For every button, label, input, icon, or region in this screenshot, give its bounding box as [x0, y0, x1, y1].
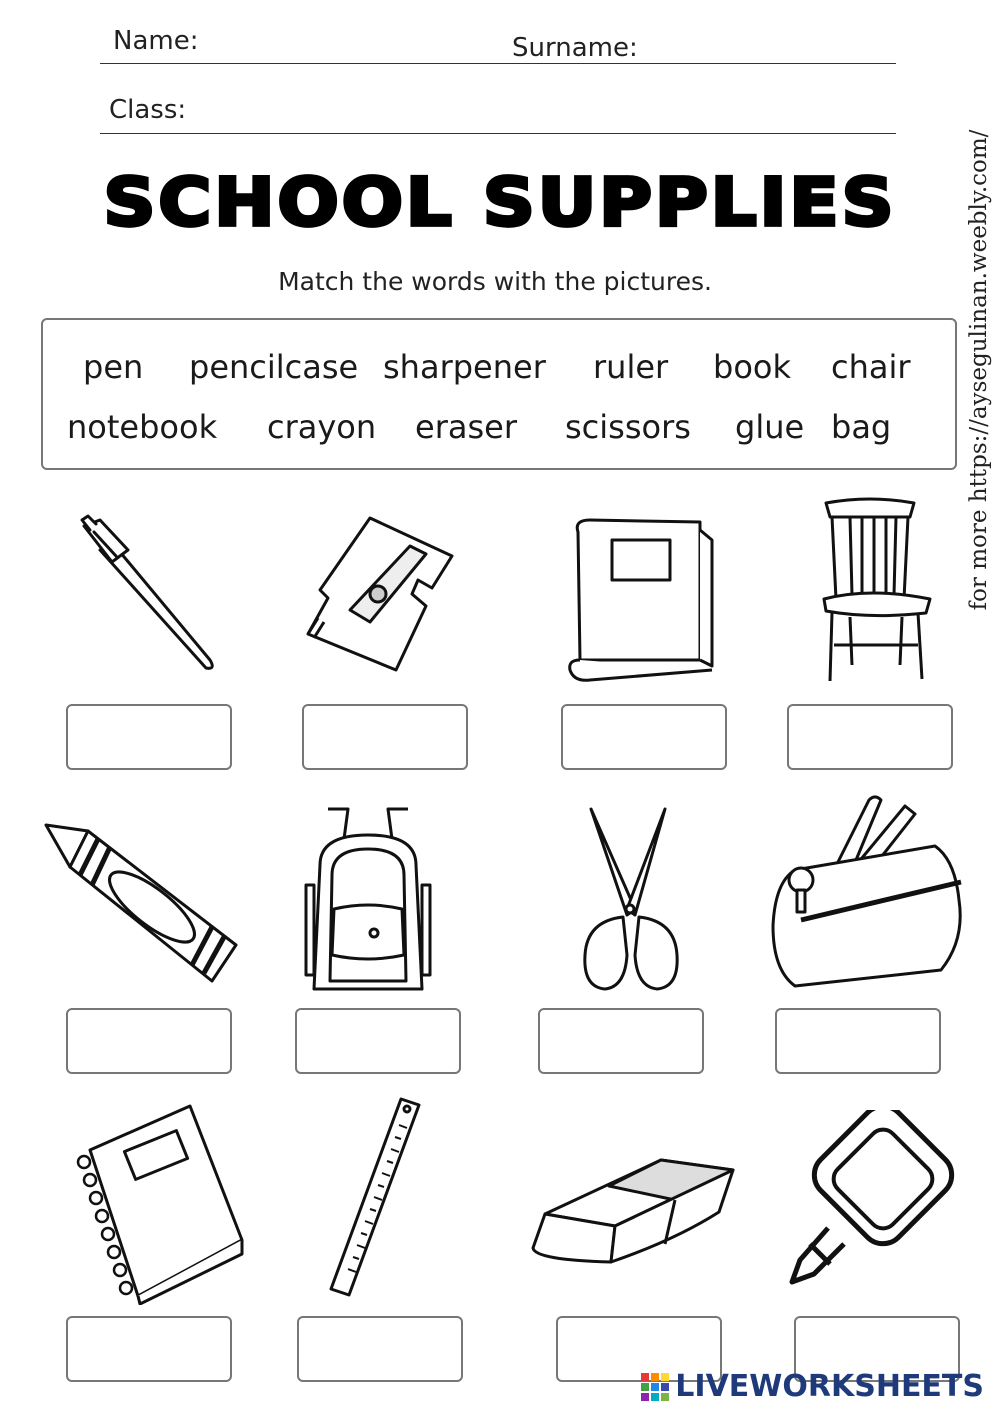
word-crayon[interactable]: crayon: [267, 408, 377, 446]
class-label: Class:: [109, 95, 187, 125]
pencilcase-icon: [765, 790, 970, 995]
backpack-icon: [298, 805, 438, 995]
notebook-icon: [70, 1100, 250, 1305]
answer-box-5[interactable]: [66, 1008, 232, 1074]
answer-box-9[interactable]: [66, 1316, 232, 1382]
name-label: Name:: [113, 26, 199, 56]
answer-box-1[interactable]: [66, 704, 232, 770]
chair-icon: [810, 495, 940, 685]
ruler-icon: [325, 1095, 425, 1300]
answer-box-7[interactable]: [538, 1008, 704, 1074]
crayon-icon: [40, 815, 245, 990]
answer-box-2[interactable]: [302, 704, 468, 770]
answer-box-6[interactable]: [295, 1008, 461, 1074]
word-chair[interactable]: chair: [831, 348, 911, 386]
scissors-icon: [575, 805, 685, 995]
glue-icon: [780, 1110, 955, 1295]
word-pen[interactable]: pen: [83, 348, 144, 386]
eraser-icon: [525, 1150, 740, 1270]
answer-box-8[interactable]: [775, 1008, 941, 1074]
answer-box-3[interactable]: [561, 704, 727, 770]
logo-text: LIVEWORKSHEETS: [675, 1369, 984, 1404]
pen-icon: [70, 510, 230, 680]
name-line[interactable]: [100, 63, 896, 64]
answer-box-4[interactable]: [787, 704, 953, 770]
word-eraser[interactable]: eraser: [415, 408, 517, 446]
answer-box-10[interactable]: [297, 1316, 463, 1382]
logo-grid-icon: [641, 1373, 669, 1401]
book-icon: [560, 510, 725, 685]
side-note: for more https://aysegulinan.weebly.com/: [966, 129, 992, 611]
instruction-text: Match the words with the pictures.: [278, 267, 712, 296]
word-bank: [41, 318, 957, 470]
word-glue[interactable]: glue: [735, 408, 805, 446]
word-scissors[interactable]: scissors: [565, 408, 691, 446]
word-book[interactable]: book: [713, 348, 791, 386]
word-bag[interactable]: bag: [831, 408, 892, 446]
surname-label: Surname:: [512, 33, 638, 63]
class-line[interactable]: [100, 133, 896, 134]
word-notebook[interactable]: notebook: [67, 408, 218, 446]
page-title: SCHOOL SUPPLIES: [103, 163, 897, 241]
word-sharpener[interactable]: sharpener: [383, 348, 546, 386]
sharpener-icon: [300, 510, 460, 680]
word-ruler[interactable]: ruler: [593, 348, 669, 386]
word-pencilcase[interactable]: pencilcase: [189, 348, 359, 386]
liveworksheets-logo[interactable]: [641, 1369, 984, 1404]
